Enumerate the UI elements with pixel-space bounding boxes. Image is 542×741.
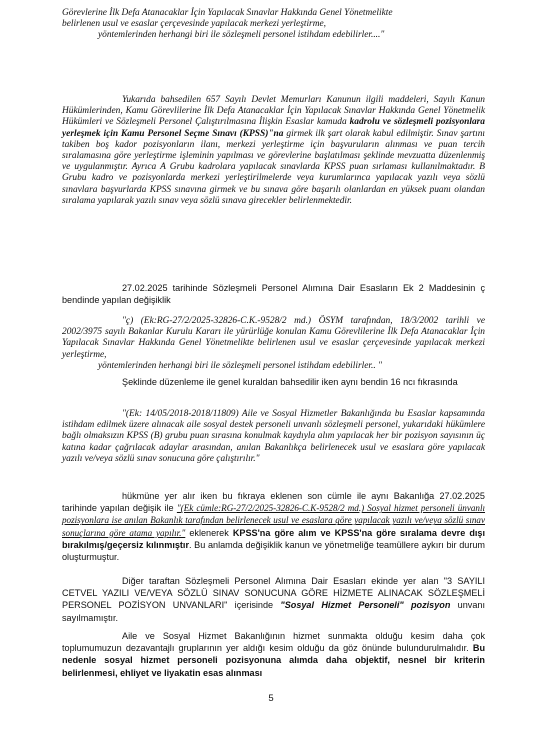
paragraph-text: Aile ve Sosyal Hizmet Bakanlığının hizmet sunmakta olduğu kesim daha çok toplumumuzun dezavantajlı gruplarının yer aldığı kesim olduğu da göz önünde bulundurulmalıdır. <box>62 631 485 654</box>
bold-text: KPSS'na göre alım ve KPSS'na göre sıralama devre dışı bırakılmış/geçersiz kılınmıştır <box>62 527 485 550</box>
quote-line-3: yöntemlerinden herhangi biri ile sözleşmeli personel istihdam edebilirler...." <box>98 30 385 41</box>
paragraph-text: unvanı sayılmamıştır. <box>62 600 485 623</box>
paragraph-amendment-intro <box>62 282 485 306</box>
paragraph-text: 27.02.2025 tarihinde Sözleşmeli Personel Alımına Dair Esasların Ek 2 Maddesinin ç bendinde yapılan değişiklik <box>62 283 485 305</box>
quote-clause-16 <box>62 409 485 465</box>
quote-text: yöntemlerinden herhangi biri ile sözleşmeli personel istihdam edebilirler.. " <box>98 360 382 371</box>
paragraph-text: Yukarıda bahsedilen 657 Sayılı Devlet Memurları Kanunun ilgili maddeleri, Sayılı Kanun Hükümlerinden, Kamu Görevlilerine İlk Defa Atanacaklar İçin Yapılacak Sınavlar Hakkında Genel Yönetmelik Hükümleri ve Sözleşmeli Personel Çalıştırılmasına İlişkin Esaslar kamuda <box>62 95 485 128</box>
paragraph-clause-16 <box>62 376 485 388</box>
paragraph-text: hükmüne yer alır iken bu fıkraya eklenen son cümle ile aynı Bakanlığa 27.02.2025 tarihinde yapılan değişik ile <box>62 491 485 514</box>
page-number: 5 <box>268 693 274 704</box>
paragraph-schedule-3 <box>62 575 485 624</box>
bold-italic-text: "Sosyal Hizmet Personeli" pozisyon <box>280 600 451 611</box>
quote-article-c <box>62 316 485 372</box>
paragraph-text: Şeklinde düzenleme ile genel kuraldan bahsedilir iken aynı bendin 16 ncı fıkrasında <box>122 377 458 387</box>
quote-line-1: Görevlerine İlk Defa Atanacaklar İçin Yapılacak Sınavlar Hakkında Genel Yönetmelikte <box>62 8 393 18</box>
paragraph-disadvantaged-groups <box>62 630 485 679</box>
paragraph-text: eklenerek <box>185 527 233 538</box>
paragraph-amendment-effect <box>62 490 485 563</box>
quote-continuation <box>62 8 485 42</box>
bold-text: kadrolu ve sözleşmeli pozisyonlara yerleşmek için Kamu Personel Seçme Sınavı (KPSS)"na <box>62 117 485 139</box>
underlined-quote: "(Ek cümle:RG-27/2/2025-32826-C.K-9528/2 md.) Sosyal hizmet personeli ünvanlı pozisyonlara ise anılan Bakanlık tarafından belirlenecek usul ve esaslara göre yapılacak yazılı ve/veya sözlü sınav sonuçlarına göre atama yapılır." <box>62 503 486 538</box>
paragraph-kpss-requirement <box>62 95 485 207</box>
paragraph-text: girmek ilk şart olarak kabul edilmiştir. Sınav şartını takiben boş kador pozisyonların ilanı, merkezi yerleştirme için başvuruların alınması ve puan tercih sıralamasına göre yerleştirme işleminin yapılması ve görevlerine başlatılması şeklinde mevzuatta düzenlenmiş ve uygulanmıştır. Ayrıca A Grubu kadrolara yapılacak sınavlarda KPSS puan sırlaması kullanılmaktadır. B Grubu kadro ve pozisyonlarda merkezi yerleştirilmelerde veya kurumlarınca yapılacak yazılı veya sözlü sınavlara başvurlarda KPSS sınavına girmek ve bu sınava göre başarılı olanlardan en yüksek puanı olandan sıralama yapılarak yazılı sınav veya sözlü sınava girecekler belirlenmektedir. <box>62 128 485 206</box>
quote-text: "(Ek: 14/05/2018-2018/11809) Aile ve Sosyal Hizmetler Bakanlığında bu Esaslar kapsamında istihdam edilmek üzere alınacak aile sosyal destek personeli unvanlı sözleşmeli personel, yukarıdaki hükümlere bağlı olmaksızın KPSS (B) grubu puan sırasına konulmak kaydıyla alım yapılacak her bir pozisyon sayısının üç katına kadar çağrılacak adaylar arasından, anılan Bakanlıkça belirlenecek usul ve esaslara göre yapılacak yazılı ve/veya sözlü sınav sonucuna göre çalıştırılır." <box>62 409 485 464</box>
quote-line-2: belirlenen usul ve esaslar çerçevesinde yapılacak merkezi yerleştirme, <box>62 19 326 30</box>
quote-text: "ç) (Ek:RG-27/2/2025-32826-C.K.-9528/2 md.) ÖSYM tarafından, 18/3/2002 tarihli ve 2002/3975 sayılı Bakanlar Kurulu Kararı ile yürürlüğe konulan Kamu Görevlilerine İlk Defa Atanacaklar İçin Yapılacak Sınavlar Hakkında Genel Yönetmelikte belirlenen usul ve esaslar çerçevesinde yapılacak merkezi yerleştirme, <box>62 316 485 360</box>
paragraph-text: . Bu anlamda değişiklik kanun ve yönetmeliğe teamüllere aykırı bir durum oluşturmuştur. <box>62 539 485 563</box>
paragraph-text: Diğer taraftan Sözleşmeli Personel Alımına Dair Esasları ekinde yer alan "3 SAYILI CETVEL YAZILI VE/VEYA SÖZLÜ SINAV SONUCUNA GÖRE HİZMETE ALINACAK SÖZLEŞMELİ PERSONEL POZİSYON UNVANLARI" içerisinde <box>62 576 485 611</box>
bold-text: Bu nedenle sosyal hizmet personeli pozisyonuna alımda daha objektif, nesnel bir kriterin belirlenmesi, ehliyet ve liyakatin esas alınması <box>62 643 485 678</box>
